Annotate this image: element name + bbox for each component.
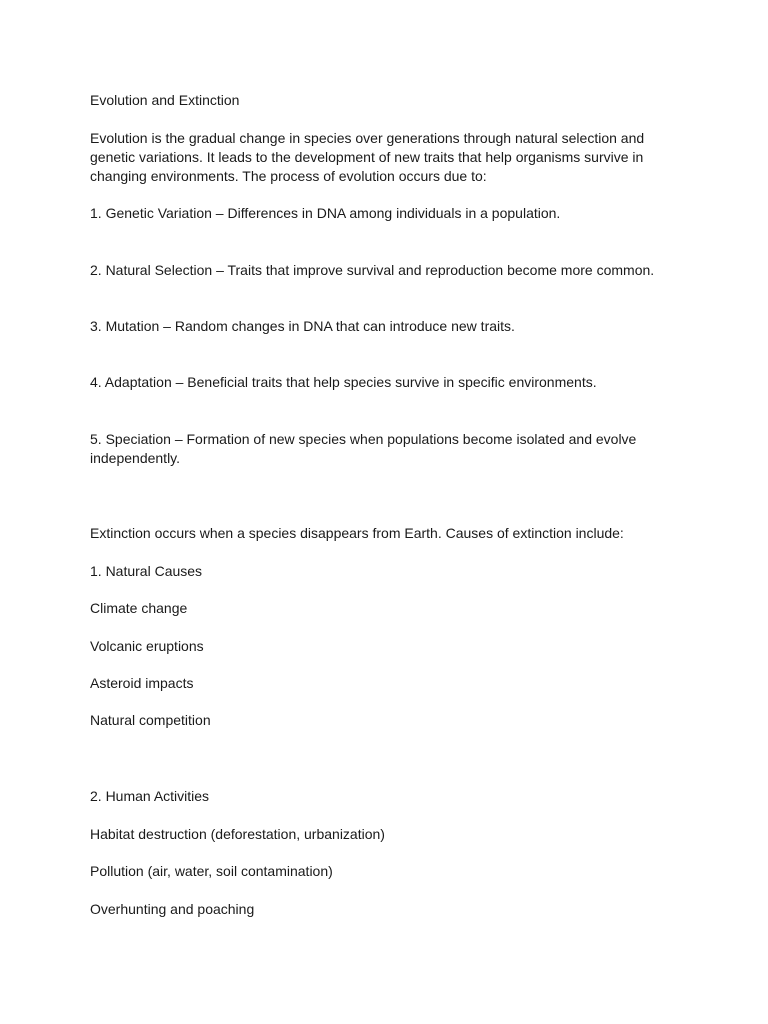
- evolution-point: 4. Adaptation – Beneficial traits that help species survive in specific environments.: [90, 374, 597, 390]
- intro-paragraph: Evolution is the gradual change in species over generations through natural selection and genetic variations. It leads to the development of new traits that help organisms survive in changing environments. The process of evolution occurs due to:: [90, 130, 645, 184]
- extinction-intro: Extinction occurs when a species disappears from Earth. Causes of extinction include:: [90, 525, 624, 541]
- natural-cause-item: Volcanic eruptions: [90, 638, 204, 654]
- evolution-point: 3. Mutation – Random changes in DNA that can introduce new traits.: [90, 318, 515, 334]
- evolution-point: 2. Natural Selection – Traits that improve survival and reproduction become more common.: [90, 262, 655, 278]
- evolution-point: 5. Speciation – Formation of new species when populations become isolated and evolve independently.: [90, 431, 637, 466]
- human-activity-item: Overhunting and poaching: [90, 901, 255, 917]
- natural-cause-item: Natural competition: [90, 712, 211, 728]
- human-activity-item: Pollution (air, water, soil contamination): [90, 863, 333, 879]
- natural-causes-heading: 1. Natural Causes: [90, 563, 203, 579]
- document-title: Evolution and Extinction: [90, 92, 240, 108]
- human-activity-item: Habitat destruction (deforestation, urbanization): [90, 826, 385, 842]
- natural-cause-item: Climate change: [90, 600, 188, 616]
- natural-cause-item: Asteroid impacts: [90, 675, 194, 691]
- evolution-point: 1. Genetic Variation – Differences in DNA among individuals in a population.: [90, 205, 561, 221]
- human-activities-heading: 2. Human Activities: [90, 788, 210, 804]
